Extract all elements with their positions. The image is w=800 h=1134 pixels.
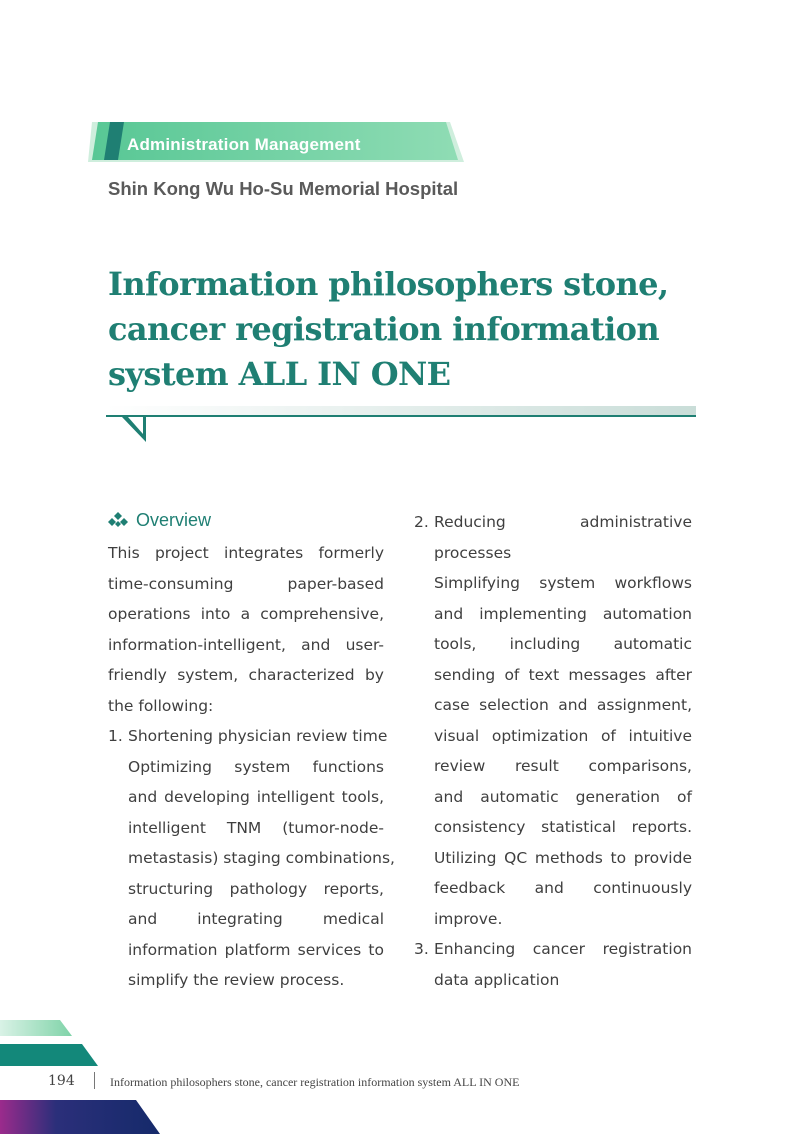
list-item-title: data application (434, 970, 560, 989)
body-line: tools, including automatic (434, 635, 692, 653)
footer-divider (94, 1072, 95, 1089)
list-item-title: Shortening physician review time (128, 727, 388, 745)
body-line: Simplifying system workflows (434, 574, 692, 592)
intro-line: time-consuming paper-based (108, 574, 384, 593)
list-item-number: 3. (414, 940, 429, 958)
category-label: Administration Management (127, 135, 361, 154)
body-line: structuring pathology reports, (128, 879, 384, 898)
body-line: and integrating medical (128, 910, 384, 928)
list-item-title: processes (434, 543, 512, 562)
hospital-name: Shin Kong Wu Ho-Su Memorial Hospital (108, 178, 459, 199)
list-item-body (128, 752, 395, 996)
body-line: Optimizing system functions (128, 757, 384, 776)
body-line: simplify the review process. (128, 971, 345, 989)
body-line: metastasis) staging combinations, (128, 849, 395, 867)
body-line: and implementing automation (434, 604, 692, 623)
body-line: sending of text messages after (434, 665, 692, 684)
overview-heading-text: Overview (136, 509, 212, 530)
body-line: Utilizing QC methods to provide (434, 848, 692, 867)
footer-decoration (0, 1012, 170, 1134)
overview-heading (108, 505, 211, 535)
article-title-line: cancer registration information (108, 310, 660, 348)
article-title-line: Information philosophers stone, (108, 265, 669, 303)
diamond-cluster-icon (108, 512, 128, 528)
list-item-title: Enhancing cancer registration (434, 940, 692, 958)
list-item (414, 934, 692, 995)
body-line: information platform services to (128, 940, 384, 959)
intro-line: the following: (108, 696, 214, 715)
list-item-number: 2. (414, 513, 429, 531)
body-line: intelligent TNM (tumor-node- (128, 818, 384, 837)
body-line: case selection and assignment, (434, 696, 692, 714)
body-line: feedback and continuously (434, 879, 692, 897)
list-item-number: 1. (108, 727, 123, 745)
body-line: and automatic generation of (434, 787, 692, 806)
body-column-left (108, 538, 395, 996)
list-item-body (434, 568, 692, 934)
list-item-title: Reducing administrative (434, 513, 692, 531)
article-title (108, 262, 708, 397)
body-line: improve. (434, 909, 503, 928)
intro-line: friendly system, characterized by (108, 666, 384, 684)
body-column-right (414, 507, 692, 995)
page-number: 194 (48, 1073, 75, 1089)
intro-line: This project integrates formerly (108, 544, 384, 562)
intro-line: operations into a comprehensive, (108, 605, 384, 623)
article-title-line: system ALL IN ONE (108, 355, 451, 393)
list-item (414, 507, 692, 568)
body-line: and developing intelligent tools, (128, 788, 384, 806)
intro-line: information-intelligent, and user- (108, 635, 384, 654)
list-item (108, 721, 388, 752)
body-line: review result comparisons, (434, 757, 692, 775)
title-underline-callout (106, 406, 696, 446)
running-title: Information philosophers stone, cancer registration information system ALL IN ONE (110, 1075, 520, 1089)
body-line: consistency statistical reports. (434, 818, 692, 836)
body-line: visual optimization of intuitive (434, 726, 692, 745)
